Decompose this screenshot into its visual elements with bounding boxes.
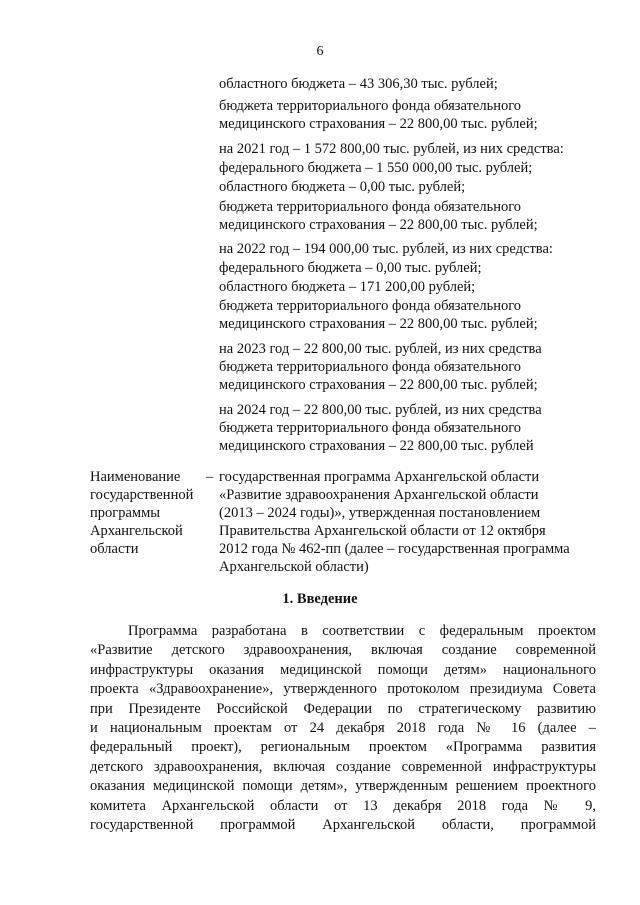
program-value-line: «Развитие здравоохранения Архангельской области <box>219 487 539 503</box>
program-value-line: Правительства Архангельской области от 12 октября <box>219 523 546 539</box>
paragraph-line: при Президенте Российской Федерации по стратегическому развитию <box>90 700 596 717</box>
funding-line: бюджета территориального фонда обязательного <box>219 420 522 436</box>
funding-line: бюджета территориального фонда обязательного <box>219 298 522 314</box>
program-label-line: Наименование <box>90 469 181 485</box>
paragraph-line: комитета Архангельской области от 13 декабря 2018 года № 9, <box>90 797 596 814</box>
funding-line: медицинского страхования – 22 800,00 тыс. рублей; <box>219 377 538 393</box>
funding-line: бюджета территориального фонда обязательного <box>219 199 522 215</box>
funding-line: областного бюджета – 43 306,30 тыс. рублей; <box>219 76 498 92</box>
paragraph-line: федеральный проект), региональным проектом «Программа развития <box>90 739 596 756</box>
paragraph-line: Программа разработана в соответствии с федеральным проектом <box>128 623 596 639</box>
funding-line: на 2022 год – 194 000,00 тыс. рублей, из них средства: <box>219 241 553 257</box>
paragraph-line: детского здравоохранения, включая создание современной инфраструктуры <box>90 758 596 775</box>
program-value-line: Архангельской области) <box>219 559 369 575</box>
section-title: 1. Введение <box>282 591 358 607</box>
funding-line: областного бюджета – 0,00 тыс. рублей; <box>219 179 466 195</box>
funding-line: на 2021 год – 1 572 800,00 тыс. рублей, из них средства: <box>219 141 564 157</box>
paragraph-line: государственной программой Архангельской области, программой <box>90 816 596 833</box>
page-number: 6 <box>316 44 324 59</box>
funding-line: на 2024 год – 22 800,00 тыс. рублей, из них средства <box>219 402 542 418</box>
paragraph-line: «Развитие детского здравоохранения, включая создание современной <box>90 642 596 659</box>
funding-line: на 2023 год – 22 800,00 тыс. рублей, из них средства <box>219 341 542 357</box>
funding-line: медицинского страхования – 22 800,00 тыс. рублей; <box>219 217 538 233</box>
introduction-paragraph <box>90 622 596 835</box>
funding-line: бюджета территориального фонда обязательного <box>219 98 522 114</box>
program-value-line: государственная программа Архангельской области <box>219 469 540 485</box>
funding-line: федерального бюджета – 0,00 тыс. рублей; <box>219 260 482 276</box>
funding-line: федерального бюджета – 1 550 000,00 тыс. рублей; <box>219 160 533 176</box>
program-label-line: программы <box>90 505 160 521</box>
funding-line: областного бюджета – 171 200,00 рублей; <box>219 279 476 295</box>
funding-line: бюджета территориального фонда обязательного <box>219 359 522 375</box>
program-value-line: 2012 года № 462-пп (далее – государственная программа <box>219 541 570 557</box>
program-label-line: государственной <box>90 487 194 503</box>
paragraph-line: проекта «Здравоохранение», утвержденного протоколом президиума Совета <box>90 681 596 698</box>
paragraph-line: инфраструктуры оказания медицинской помощи детям» национального <box>90 661 596 678</box>
paragraph-line: и национальным проектам от 24 декабря 2018 года № 16 (далее – <box>90 719 596 736</box>
paragraph-line: оказания медицинской помощи детям», утвержденным решением проектного <box>90 778 596 795</box>
program-label-line: Архангельской <box>90 523 183 539</box>
funding-line: медицинского страхования – 22 800,00 тыс. рублей; <box>219 116 538 132</box>
program-label-line: области <box>90 541 139 557</box>
program-value-line: (2013 – 2024 годы)», утвержденная постановлением <box>219 505 541 521</box>
funding-line: медицинского страхования – 22 800,00 тыс. рублей <box>219 438 534 454</box>
funding-line: медицинского страхования – 22 800,00 тыс. рублей; <box>219 316 538 332</box>
program-dash: – <box>206 469 214 485</box>
